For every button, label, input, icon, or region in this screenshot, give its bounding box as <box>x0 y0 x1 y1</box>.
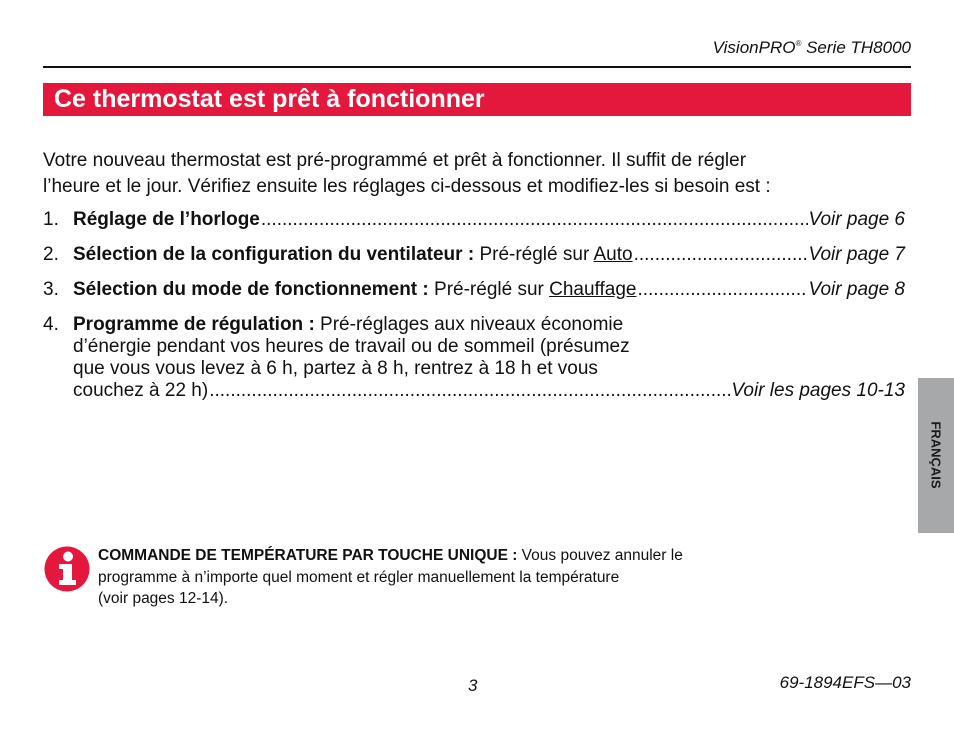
item-label: Sélection de la configuration du ventilateur : <box>73 244 475 265</box>
preset-prefix: Pré-réglé sur <box>474 244 594 265</box>
page-reference: Voir page 6 <box>808 209 905 230</box>
preset-value: Auto <box>593 244 633 265</box>
info-note <box>98 545 888 610</box>
item-text: couchez à 22 h) <box>73 380 209 401</box>
list-item-mode <box>43 279 905 301</box>
item-number: 3. <box>43 279 59 300</box>
product-name: VisionPRO <box>712 38 796 57</box>
page-reference: Voir les pages 10-13 <box>731 380 905 401</box>
dot-leader <box>637 279 807 301</box>
item-text: Pré-réglages aux niveaux économie <box>314 314 624 335</box>
intro-line: Votre nouveau thermostat est pré-programmé et prêt à fonctionner. Il suffit de régler <box>43 150 747 171</box>
language-tab <box>918 378 954 533</box>
list-item-clock <box>43 209 905 231</box>
registered-mark: ® <box>795 39 802 48</box>
note-text: programme à n’importe quel moment et régler manuellement la température <box>98 568 620 586</box>
note-text: Vous pouvez annuler le <box>517 547 683 564</box>
item-text: d’énergie pendant vos heures de travail ou de sommeil (présumez <box>73 336 630 357</box>
list-item-fan <box>43 244 905 266</box>
note-heading: COMMANDE DE TEMPÉRATURE PAR TOUCHE UNIQUE : <box>98 547 518 564</box>
item-number: 1. <box>43 209 59 230</box>
section-title: Ce thermostat est prêt à fonctionner <box>54 85 485 113</box>
page-number: 3 <box>468 676 478 695</box>
header-divider <box>43 66 911 68</box>
series-name: Serie TH8000 <box>801 38 911 57</box>
page-reference: Voir page 8 <box>808 279 905 300</box>
document-number: 69-1894EFS—03 <box>779 673 911 692</box>
item-label: Réglage de l’horloge <box>73 209 260 230</box>
item-label: Programme de régulation : <box>73 314 315 335</box>
dot-leader <box>209 380 730 402</box>
preset-value: Chauffage <box>549 279 637 300</box>
preset-prefix: Pré-réglé sur <box>428 279 550 300</box>
intro-paragraph <box>43 148 913 200</box>
list-item-schedule <box>43 314 905 402</box>
language-tab-label: FRANÇAIS <box>928 421 944 489</box>
item-number: 4. <box>43 314 59 335</box>
header-title <box>713 38 911 58</box>
intro-line: l’heure et le jour. Vérifiez ensuite les réglages ci-dessous et modifiez-les si besoin est : <box>43 176 771 197</box>
info-icon <box>44 546 90 592</box>
page-reference: Voir page 7 <box>808 244 905 265</box>
dot-leader <box>261 209 808 231</box>
dot-leader <box>634 244 808 266</box>
item-number: 2. <box>43 244 59 265</box>
item-label: Sélection du mode de fonctionnement : <box>73 279 429 300</box>
note-text: (voir pages 12-14). <box>98 590 229 607</box>
section-title-bar <box>43 83 911 116</box>
item-text: que vous vous levez à 6 h, partez à 8 h, rentrez à 18 h et vous <box>73 358 598 379</box>
